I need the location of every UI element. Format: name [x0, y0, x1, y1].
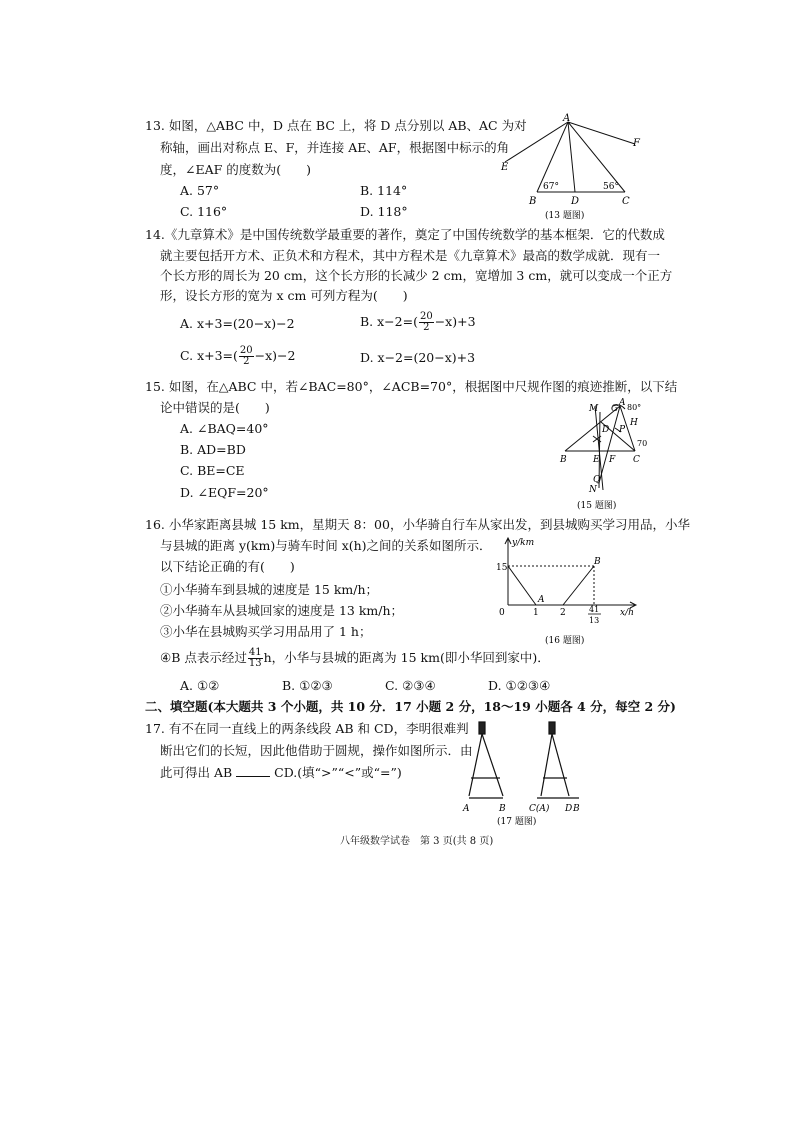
q16-ylabel: y/km	[512, 538, 535, 548]
q15-angle-c: 70	[637, 439, 648, 448]
q16-x-tick-0: 0	[499, 608, 505, 618]
q17-label-b: B	[499, 804, 506, 814]
q13-line1: 13. 如图，△ABC 中，D 点在 BC 上，将 D 点分别以 AB、AC 为对	[145, 118, 527, 133]
q13-figure	[495, 112, 655, 222]
q17-label-a: A	[463, 804, 470, 814]
q13-option-c: C. 116°	[180, 204, 228, 219]
q15-option-d: D. ∠EQF=20°	[180, 485, 269, 500]
q16-option-a: A. ①②	[180, 678, 220, 693]
q17-label-ca: C(A)	[529, 804, 550, 814]
q16-statement-3: ③小华在县城购买学习用品用了 1 h；	[160, 624, 372, 639]
q15-label-f: F	[609, 455, 616, 465]
q14-line3: 个长方形的周长为 20 cm，这个长方形的长减少 2 cm，宽增加 3 cm，就可以变成一个正方	[160, 268, 673, 283]
q15-option-c: C. BE=CE	[180, 463, 245, 478]
q15-line1: 15. 如图，在△ABC 中，若∠BAC=80°，∠ACB=70°，根据图中尺规作图的痕迹推断，以下结	[145, 379, 678, 394]
q15-label-e: E	[593, 455, 600, 465]
q16-x-tick-13: 13	[589, 616, 600, 625]
q17-line1: 17. 有不在同一直线上的两条线段 AB 和 CD，李明很难判	[145, 721, 469, 736]
q16-line1: 16. 小华家距离县城 15 km，星期天 8：00，小华骑自行车从家出发，到县城购买学习用品，小华	[145, 517, 690, 532]
q13-angle-b: 67°	[543, 182, 559, 192]
q15-line2: 论中错误的是( )	[160, 400, 270, 415]
q15-label-n: N	[589, 485, 597, 495]
q17-line2: 断出它们的长短，因此他借助于圆规，操作如图所示．由	[160, 743, 473, 758]
q14-line1: 14.《九章算术》是中国传统数学最重要的著作，奠定了中国传统数学的基本框架．它的代数成	[145, 227, 665, 242]
q15-label-h: H	[630, 418, 638, 428]
q13-caption: (13 题图)	[545, 211, 585, 221]
q15-figure	[555, 398, 665, 513]
q13-line3: 度，∠EAF 的度数为( )	[160, 162, 312, 177]
q14-line2: 就主要包括开方术、正负术和方程术，其中方程术是《九章算术》最高的数学成就．现有一	[160, 248, 661, 263]
q13-option-a: A. 57°	[180, 183, 220, 198]
q13-label-b: B	[529, 196, 537, 207]
q15-label-g: G	[611, 404, 619, 414]
q15-label-d: D	[602, 425, 610, 435]
q16-option-d: D. ①②③④	[488, 678, 551, 693]
q15-label-m: M	[589, 404, 599, 414]
q16-point-b: B	[594, 557, 601, 567]
section-2-heading: 二、填空题(本大题共 3 个小题，共 10 分．17 小题 2 分，18～19 小题各 4 分，每空 2 分)	[145, 699, 676, 714]
q17-figure	[455, 718, 605, 828]
q15-label-a: A	[619, 398, 626, 408]
q16-caption: (16 题图)	[545, 636, 585, 646]
q14-line4: 形，设长方形的宽为 x cm 可列方程为( )	[160, 288, 408, 303]
q13-label-a: A	[563, 113, 571, 124]
q16-point-a: A	[538, 595, 545, 605]
q16-xlabel: x/h	[620, 608, 634, 618]
q16-x-tick-1: 1	[533, 608, 539, 618]
q14-option-a: A. x+3=(20−x)−2	[180, 316, 295, 331]
q13-label-c: C	[622, 196, 630, 207]
q15-option-b: B. AD=BD	[180, 442, 246, 457]
q16-option-b: B. ①②③	[282, 678, 333, 693]
q13-label-e: E	[501, 162, 509, 173]
q13-option-d: D. 118°	[360, 204, 408, 219]
q16-statement-1: ①小华骑车到县城的速度是 15 km/h；	[160, 582, 379, 597]
q15-label-q: Q	[593, 475, 601, 485]
q17-label-d: D	[565, 804, 573, 814]
q16-y-tick-15: 15	[496, 563, 508, 573]
q13-label-f: F	[633, 138, 640, 149]
q16-x-tick-2: 2	[560, 608, 566, 618]
q13-angle-c: 56°	[603, 182, 619, 192]
q16-line3: 以下结论正确的有( )	[160, 559, 295, 574]
q13-line2: 称轴，画出对称点 E、F，并连接 AE、AF，根据图中标示的角	[160, 140, 510, 155]
q14-option-c: C. x+3=( $\frac{20}{2}$ −x)−2	[180, 345, 296, 367]
q17-line3: 此可得出 AB CD.(填“>”“<”或“=”)	[160, 765, 402, 780]
q14-option-b: B. x−2=( $\frac{20}{2}$ −x)+3	[360, 311, 476, 333]
q16-statement-2: ②小华骑车从县城回家的速度是 13 km/h；	[160, 603, 404, 618]
q14-option-d: D. x−2=(20−x)+3	[360, 350, 476, 365]
q15-label-c: C	[633, 455, 640, 465]
q15-label-p: P	[619, 425, 626, 435]
q17-answer-blank[interactable]	[236, 764, 270, 777]
page-footer: 八年级数学试卷 第 3 页(共 8 页)	[340, 836, 494, 847]
q17-label-b2: B	[573, 804, 580, 814]
q15-angle-a: 80°	[627, 403, 642, 412]
q13-option-b: B. 114°	[360, 183, 408, 198]
q13-label-d: D	[571, 196, 580, 207]
q16-option-c: C. ②③④	[385, 678, 436, 693]
q15-caption: (15 题图)	[577, 501, 617, 511]
q15-option-a: A. ∠BAQ=40°	[180, 421, 269, 436]
q16-graph	[490, 535, 650, 650]
q16-line2: 与县城的距离 y(km)与骑车时间 x(h)之间的关系如图所示．	[160, 538, 492, 553]
q15-label-b: B	[560, 455, 567, 465]
q16-x-tick-41: 41	[589, 605, 600, 614]
q16-statement-4: ④B 点表示经过 $\frac{41}{13}$ h，小华与县城的距离为 15 km(即小华回到家中)．	[160, 647, 550, 669]
q17-caption: (17 题图)	[497, 817, 537, 827]
